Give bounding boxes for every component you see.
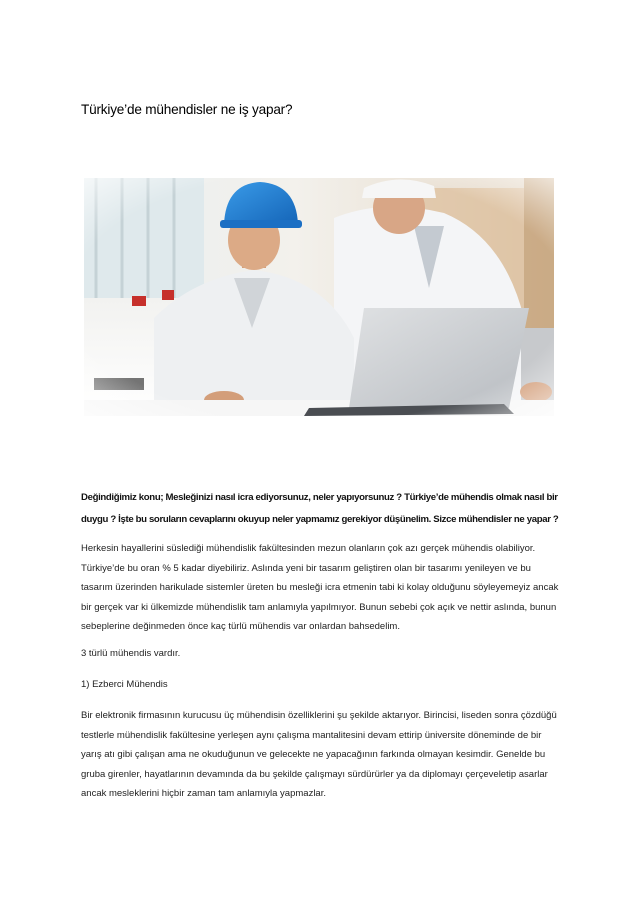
engineers-with-laptop-illustration xyxy=(84,178,554,416)
document-title: Türkiye’de mühendisler ne iş yapar? xyxy=(81,102,293,117)
body-paragraph-1: Herkesin hayallerini süslediği mühendislik fakültesinden mezun olanların çok azı gerçek mühendis olabiliyor. Türkiye’de bu oran % 5 kadar diyebiliriz. Aslında yeni bir tasarım geliştiren olan bir tasarımı yenileyen ve bu tasarım üzerinden harikulade sistemler üreten bu mesleği icra etmenin tabi ki kolay olduğunu söyleyemeyiz ancak bir gerçek var ki ülkemizde mühendislik tam anlamıyla yapılmıyor. Bunun sebebi çok açık ve nettir aslında, bunun sebeplerine değinmeden önce kaç türlü mühendis var onlardan bahsedelim. xyxy=(81,543,559,632)
engineers-photo xyxy=(84,178,554,416)
body-paragraph-4: Bir elektronik firmasının kurucusu üç mühendisin özelliklerini şu şekilde aktarıyor. Birincisi, liseden sonra çözdüğü testlerle mühendislik fakültesine yerleşen aynı çalışma mantalitesini devam ettirip üniversite döneminde de bir yarış atı gibi çalışan ama ne okuduğunun ve gelecekte ne yapacağının farkında olmayan kesimdir. Genelde bu gruba girenler, hayatlarının devamında da bu şekilde çalışmayı sürdürürler ya da diplomayı çerçeveletip asarlar ancak mesleklerini hiçbir zaman tam anlamıyla yapmazlar. xyxy=(81,710,557,799)
intro-paragraph: Değindiğimiz konu; Mesleğinizi nasıl icra ediyorsunuz, neler yapıyorsunuz ? Türkiye’de mühendis olmak nasıl bir duygu ? İşte bu soruların cevaplarını okuyup neler yapmamız gerekiyor düşünelim. Sizce mühendisler ne yapar ? xyxy=(81,492,559,525)
body-paragraph-2: 3 türlü mühendis vardır. xyxy=(81,648,181,659)
section-heading-ezberci: 1) Ezberci Mühendis xyxy=(81,679,168,690)
